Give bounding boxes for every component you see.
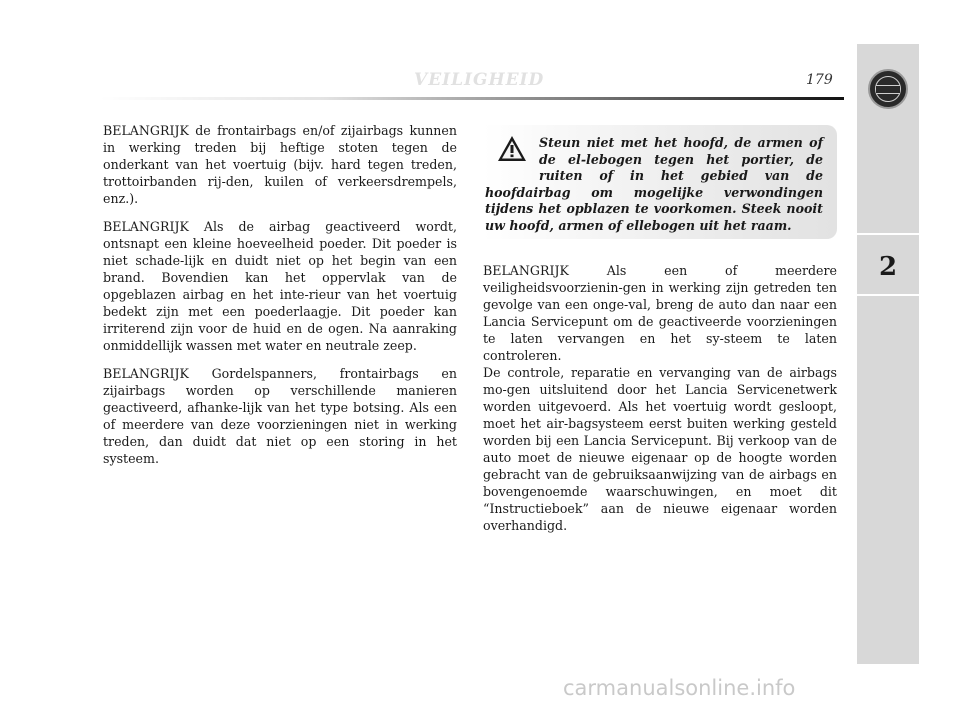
warning-text-content: Steun niet met het hoofd, de armen of de el-lebogen tegen het portier, de ruiten of in het gebied van de hoofdairbag om mogelijke verwondingen tijdens het opblazen te voorkomen. Steek nooit uw hoofd, armen of ellebogen uit het raam. — [485, 135, 823, 233]
logo-bar — [876, 85, 900, 94]
warning-box — [483, 125, 837, 239]
lancia-logo — [868, 69, 908, 109]
page-number: 179 — [806, 72, 833, 88]
sidebar-divider-top — [857, 233, 919, 235]
paragraph: BELANGRIJK Als een of meerdere veiligheidsvoorzienin-gen in werking zijn getreden ten gevolge van een onge-val, breng de auto dan naar een Lancia Servicepunt om de geactiveerde voorzieningen te laten vervangen en het sy-steem te laten controleren. — [483, 263, 837, 363]
watermark: carmanualsonline.info — [563, 676, 796, 700]
paragraph: De controle, reparatie en vervanging van de airbags mo-gen uitsluitend door het Lancia Servicenetwerk worden uitgevoerd. Als het voertuig wordt gesloopt, moet het air-bagsysteem eerst buiten werking gesteld worden bij een Lancia Servicepunt. Bij verkoop van de auto moet de nieuwe eigenaar op de hoogte worden gebracht van de gebruiksaanwijzing van de airbags en bovengenoemde waarschuwingen, en moet dit “Instructieboek” aan de nieuwe eigenaar worden overhandigd. — [483, 365, 837, 533]
paragraph: BELANGRIJK Gordelspanners, frontairbags en zijairbags worden op verschillende manieren geactiveerd, afhanke-lijk van het type botsing. Als een of meerdere van deze voorzieningen niet in werking treden, dan duidt dat niet op een storing in het systeem. — [103, 366, 457, 466]
header-rule — [100, 97, 844, 100]
logo-emblem — [875, 76, 901, 102]
left-column — [103, 122, 457, 478]
paragraph: BELANGRIJK Als de airbag geactiveerd wordt, ontsnapt een kleine hoeveelheid poeder. Dit poeder is niet schade-lijk en duidt niet op het begin van een brand. Bovendien kan het oppervlak van de opgeblazen airbag en het inte-rieur van het voertuig bedekt zijn met een poederlaagje. Dit poeder kan irriterend zijn voor de huid en de ogen. Na aanraking onmiddellijk wassen met water en neutrale zeep. — [103, 219, 457, 353]
chapter-sidebar — [857, 44, 919, 664]
section-title: VEILIGHEID — [414, 70, 545, 90]
warning-text — [485, 135, 823, 234]
right-column — [483, 262, 837, 534]
sidebar-divider-bottom — [857, 294, 919, 296]
paragraph: BELANGRIJK de frontairbags en/of zijairbags kunnen in werking treden bij heftige stoten tegen de onderkant van het voertuig (bijv. hard tegen treden, trottoirbanden rij-den, kuilen of verkeersdrempels, enz.). — [103, 123, 457, 206]
chapter-number: 2 — [878, 252, 898, 282]
